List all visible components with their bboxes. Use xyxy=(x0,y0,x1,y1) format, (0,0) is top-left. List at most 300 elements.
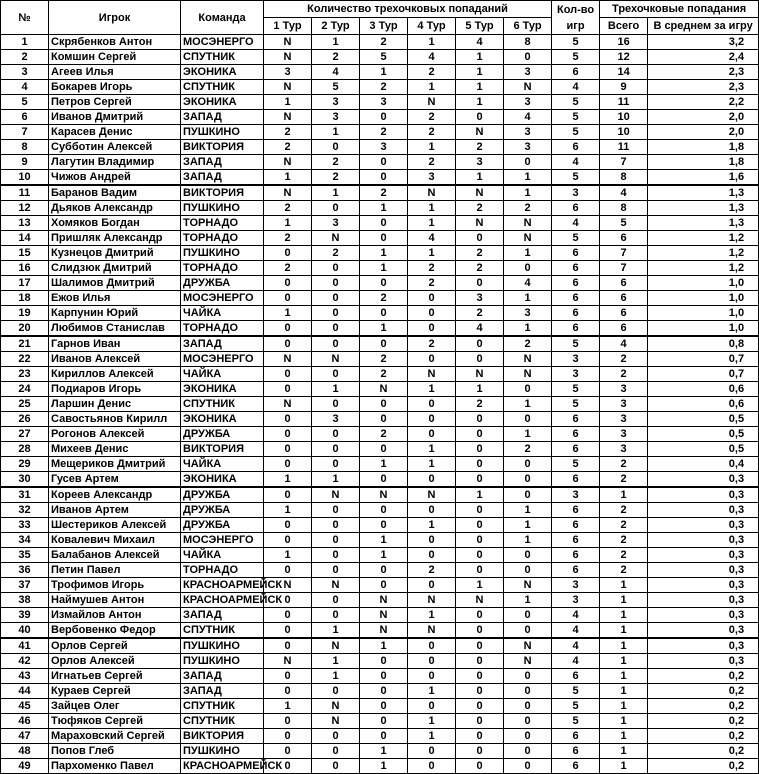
table-row xyxy=(1,744,759,759)
cell-team: МОСЭНЕРГО xyxy=(181,533,264,548)
cell-round-3: 1 xyxy=(360,246,408,261)
cell-round-1: N xyxy=(264,35,312,50)
cell-team: ЧАЙКА xyxy=(181,548,264,563)
cell-avg: 0,2 xyxy=(648,684,759,699)
cell-avg: 0,2 xyxy=(648,759,759,774)
cell-round-4: 1 xyxy=(408,518,456,533)
cell-round-6: 0 xyxy=(504,50,552,65)
cell-total: 1 xyxy=(600,608,648,623)
cell-player: Иванов Дмитрий xyxy=(49,110,181,125)
cell-round-5: 1 xyxy=(456,65,504,80)
cell-round-3: 2 xyxy=(360,352,408,367)
cell-round-1: 0 xyxy=(264,291,312,306)
cell-round-5: 0 xyxy=(456,744,504,759)
cell-round-2: N xyxy=(312,578,360,593)
cell-round-4: 0 xyxy=(408,744,456,759)
cell-round-3: 0 xyxy=(360,684,408,699)
cell-team: СПУТНИК xyxy=(181,699,264,714)
cell-games: 5 xyxy=(552,231,600,246)
cell-player: Иванов Алексей xyxy=(49,352,181,367)
cell-games: 6 xyxy=(552,201,600,216)
cell-games: 6 xyxy=(552,563,600,578)
table-row xyxy=(1,140,759,155)
cell-round-1: 2 xyxy=(264,261,312,276)
cell-round-5: 0 xyxy=(456,563,504,578)
cell-round-3: 0 xyxy=(360,231,408,246)
cell-round-3: 0 xyxy=(360,397,408,412)
cell-total: 2 xyxy=(600,518,648,533)
cell-avg: 1,6 xyxy=(648,170,759,186)
cell-round-4: 2 xyxy=(408,261,456,276)
cell-team: ТОРНАДО xyxy=(181,216,264,231)
cell-round-1: 0 xyxy=(264,427,312,442)
cell-games: 6 xyxy=(552,291,600,306)
table-row xyxy=(1,367,759,382)
cell-games: 5 xyxy=(552,95,600,110)
cell-round-4: 0 xyxy=(408,352,456,367)
table-row xyxy=(1,412,759,427)
cell-round-4: 1 xyxy=(408,35,456,50)
cell-round-6: 3 xyxy=(504,65,552,80)
cell-round-6: 4 xyxy=(504,110,552,125)
header-round-1: 1 Тур xyxy=(264,18,312,35)
cell-avg: 0,2 xyxy=(648,699,759,714)
cell-num: 39 xyxy=(1,608,49,623)
cell-player: Вербовенко Федор xyxy=(49,623,181,639)
table-row xyxy=(1,336,759,352)
cell-round-2: 0 xyxy=(312,261,360,276)
cell-round-6: 4 xyxy=(504,276,552,291)
cell-player: Петин Павел xyxy=(49,563,181,578)
cell-round-6: N xyxy=(504,216,552,231)
cell-player: Подиаров Игорь xyxy=(49,382,181,397)
cell-avg: 1,0 xyxy=(648,321,759,337)
cell-round-2: 0 xyxy=(312,759,360,774)
cell-team: ТОРНАДО xyxy=(181,563,264,578)
cell-round-3: 1 xyxy=(360,548,408,563)
table-row xyxy=(1,669,759,684)
cell-round-2: 1 xyxy=(312,125,360,140)
table-row xyxy=(1,50,759,65)
header-team: Команда xyxy=(181,1,264,35)
cell-team: ЧАЙКА xyxy=(181,457,264,472)
cell-team: ДРУЖБА xyxy=(181,276,264,291)
cell-round-4: 2 xyxy=(408,563,456,578)
cell-round-5: 0 xyxy=(456,654,504,669)
cell-round-6: 0 xyxy=(504,744,552,759)
cell-round-5: 0 xyxy=(456,352,504,367)
cell-round-2: 0 xyxy=(312,593,360,608)
table-row xyxy=(1,80,759,95)
cell-total: 8 xyxy=(600,201,648,216)
cell-round-2: N xyxy=(312,231,360,246)
cell-team: ДРУЖБА xyxy=(181,518,264,533)
cell-total: 3 xyxy=(600,427,648,442)
cell-round-4: 1 xyxy=(408,201,456,216)
cell-games: 6 xyxy=(552,442,600,457)
cell-team: ТОРНАДО xyxy=(181,321,264,337)
cell-avg: 2,3 xyxy=(648,65,759,80)
cell-player: Гусев Артем xyxy=(49,472,181,488)
cell-round-4: 1 xyxy=(408,382,456,397)
cell-team: КРАСНОАРМЕЙСК xyxy=(181,759,264,774)
cell-round-1: 1 xyxy=(264,548,312,563)
cell-team: ДРУЖБА xyxy=(181,503,264,518)
cell-avg: 0,3 xyxy=(648,593,759,608)
cell-round-3: 0 xyxy=(360,442,408,457)
cell-round-5: 0 xyxy=(456,548,504,563)
cell-player: Комшин Сергей xyxy=(49,50,181,65)
cell-team: СПУТНИК xyxy=(181,80,264,95)
cell-round-6: 1 xyxy=(504,593,552,608)
cell-round-5: 0 xyxy=(456,608,504,623)
cell-team: МОСЭНЕРГО xyxy=(181,291,264,306)
cell-avg: 1,2 xyxy=(648,231,759,246)
cell-avg: 0,2 xyxy=(648,729,759,744)
cell-avg: 0,3 xyxy=(648,563,759,578)
cell-avg: 0,3 xyxy=(648,472,759,488)
cell-avg: 1,3 xyxy=(648,216,759,231)
cell-round-2: 0 xyxy=(312,548,360,563)
cell-team: ПУШКИНО xyxy=(181,638,264,654)
cell-games: 6 xyxy=(552,759,600,774)
cell-round-4: 2 xyxy=(408,336,456,352)
cell-round-4: 0 xyxy=(408,306,456,321)
cell-player: Иванов Артем xyxy=(49,503,181,518)
cell-round-1: 0 xyxy=(264,367,312,382)
header-round-3: 3 Тур xyxy=(360,18,408,35)
cell-round-1: N xyxy=(264,352,312,367)
cell-player: Дьяков Александр xyxy=(49,201,181,216)
cell-round-3: 0 xyxy=(360,699,408,714)
cell-round-4: 0 xyxy=(408,397,456,412)
cell-num: 25 xyxy=(1,397,49,412)
cell-games: 4 xyxy=(552,216,600,231)
cell-games: 5 xyxy=(552,714,600,729)
cell-games: 6 xyxy=(552,729,600,744)
cell-round-4: 4 xyxy=(408,50,456,65)
cell-player: Ковалевич Михаил xyxy=(49,533,181,548)
cell-round-3: 2 xyxy=(360,185,408,201)
cell-round-6: 1 xyxy=(504,246,552,261)
cell-num: 45 xyxy=(1,699,49,714)
cell-avg: 0,5 xyxy=(648,412,759,427)
cell-team: МОСЭНЕРГО xyxy=(181,35,264,50)
cell-team: ДРУЖБА xyxy=(181,487,264,503)
cell-total: 3 xyxy=(600,397,648,412)
cell-round-4: 2 xyxy=(408,155,456,170)
cell-round-1: N xyxy=(264,110,312,125)
cell-total: 6 xyxy=(600,231,648,246)
cell-round-4: 0 xyxy=(408,654,456,669)
cell-round-3: 1 xyxy=(360,638,408,654)
cell-round-1: N xyxy=(264,185,312,201)
cell-num: 29 xyxy=(1,457,49,472)
cell-round-2: 1 xyxy=(312,35,360,50)
cell-player: Агеев Илья xyxy=(49,65,181,80)
cell-team: ВИКТОРИЯ xyxy=(181,442,264,457)
cell-round-5: 0 xyxy=(456,427,504,442)
cell-avg: 0,3 xyxy=(648,654,759,669)
cell-round-3: 1 xyxy=(360,65,408,80)
cell-team: СПУТНИК xyxy=(181,714,264,729)
cell-round-2: 0 xyxy=(312,291,360,306)
cell-round-2: 2 xyxy=(312,50,360,65)
cell-round-6: 2 xyxy=(504,442,552,457)
cell-team: КРАСНОАРМЕЙСК xyxy=(181,593,264,608)
cell-total: 7 xyxy=(600,261,648,276)
cell-total: 1 xyxy=(600,638,648,654)
cell-avg: 2,3 xyxy=(648,80,759,95)
cell-total: 7 xyxy=(600,155,648,170)
cell-num: 22 xyxy=(1,352,49,367)
cell-round-6: 1 xyxy=(504,518,552,533)
cell-round-1: 2 xyxy=(264,201,312,216)
table-row xyxy=(1,291,759,306)
cell-avg: 0,3 xyxy=(648,487,759,503)
cell-round-4: 4 xyxy=(408,231,456,246)
cell-round-6: 2 xyxy=(504,201,552,216)
cell-games: 4 xyxy=(552,623,600,639)
cell-games: 4 xyxy=(552,80,600,95)
cell-avg: 0,5 xyxy=(648,427,759,442)
cell-player: Скрябенков Антон xyxy=(49,35,181,50)
cell-round-6: 0 xyxy=(504,714,552,729)
cell-team: ПУШКИНО xyxy=(181,246,264,261)
cell-total: 1 xyxy=(600,759,648,774)
header-games: Кол-во игр xyxy=(552,1,600,35)
cell-round-1: N xyxy=(264,397,312,412)
cell-round-5: 1 xyxy=(456,50,504,65)
table-row xyxy=(1,518,759,533)
cell-round-3: 0 xyxy=(360,669,408,684)
cell-round-6: 0 xyxy=(504,608,552,623)
cell-round-6: N xyxy=(504,638,552,654)
cell-round-5: N xyxy=(456,593,504,608)
cell-avg: 1,3 xyxy=(648,201,759,216)
cell-player: Балабанов Алексей xyxy=(49,548,181,563)
cell-avg: 1,2 xyxy=(648,246,759,261)
cell-games: 6 xyxy=(552,306,600,321)
cell-round-2: 1 xyxy=(312,654,360,669)
cell-player: Рогонов Алексей xyxy=(49,427,181,442)
table-row xyxy=(1,593,759,608)
cell-round-1: 0 xyxy=(264,276,312,291)
cell-games: 3 xyxy=(552,593,600,608)
cell-avg: 0,3 xyxy=(648,638,759,654)
cell-round-6: 0 xyxy=(504,729,552,744)
cell-games: 6 xyxy=(552,246,600,261)
cell-round-6: 1 xyxy=(504,503,552,518)
cell-avg: 2,0 xyxy=(648,110,759,125)
cell-team: ПУШКИНО xyxy=(181,654,264,669)
cell-total: 2 xyxy=(600,472,648,488)
cell-round-6: 0 xyxy=(504,623,552,639)
cell-round-3: 1 xyxy=(360,201,408,216)
cell-games: 6 xyxy=(552,276,600,291)
cell-round-4: 1 xyxy=(408,714,456,729)
cell-round-5: N xyxy=(456,185,504,201)
cell-round-4: 0 xyxy=(408,578,456,593)
cell-team: ЭКОНИКА xyxy=(181,65,264,80)
cell-team: СПУТНИК xyxy=(181,50,264,65)
cell-total: 5 xyxy=(600,216,648,231)
cell-games: 3 xyxy=(552,185,600,201)
cell-games: 6 xyxy=(552,744,600,759)
cell-games: 3 xyxy=(552,367,600,382)
cell-round-1: 0 xyxy=(264,487,312,503)
cell-player: Баранов Вадим xyxy=(49,185,181,201)
cell-round-2: N xyxy=(312,352,360,367)
cell-round-6: 0 xyxy=(504,487,552,503)
cell-num: 24 xyxy=(1,382,49,397)
cell-games: 5 xyxy=(552,336,600,352)
cell-total: 1 xyxy=(600,714,648,729)
cell-round-2: 3 xyxy=(312,95,360,110)
cell-round-4: 0 xyxy=(408,533,456,548)
cell-round-4: 1 xyxy=(408,80,456,95)
cell-avg: 1,0 xyxy=(648,306,759,321)
cell-round-5: 0 xyxy=(456,336,504,352)
header-round-6: 6 Тур xyxy=(504,18,552,35)
cell-round-5: 0 xyxy=(456,518,504,533)
cell-player: Пришляк Александр xyxy=(49,231,181,246)
cell-num: 17 xyxy=(1,276,49,291)
table-row xyxy=(1,427,759,442)
cell-round-1: 1 xyxy=(264,503,312,518)
cell-round-3: 0 xyxy=(360,306,408,321)
cell-player: Савостьянов Кирилл xyxy=(49,412,181,427)
cell-num: 19 xyxy=(1,306,49,321)
cell-total: 2 xyxy=(600,457,648,472)
cell-round-3: 0 xyxy=(360,503,408,518)
cell-round-3: 0 xyxy=(360,714,408,729)
cell-round-2: 1 xyxy=(312,382,360,397)
cell-team: ПУШКИНО xyxy=(181,201,264,216)
cell-round-2: 3 xyxy=(312,110,360,125)
cell-round-2: N xyxy=(312,714,360,729)
cell-round-5: 0 xyxy=(456,231,504,246)
cell-round-6: N xyxy=(504,231,552,246)
cell-round-6: 0 xyxy=(504,412,552,427)
cell-round-6: 0 xyxy=(504,261,552,276)
cell-round-5: 0 xyxy=(456,276,504,291)
cell-team: КРАСНОАРМЕЙСК xyxy=(181,578,264,593)
header-avg: В среднем за игру xyxy=(648,18,759,35)
cell-round-1: 0 xyxy=(264,638,312,654)
cell-round-2: 0 xyxy=(312,276,360,291)
cell-round-6: 1 xyxy=(504,291,552,306)
cell-games: 6 xyxy=(552,518,600,533)
header-player: Игрок xyxy=(49,1,181,35)
cell-round-1: 0 xyxy=(264,518,312,533)
cell-avg: 0,4 xyxy=(648,457,759,472)
cell-round-5: 2 xyxy=(456,397,504,412)
cell-round-3: 1 xyxy=(360,261,408,276)
cell-round-5: N xyxy=(456,216,504,231)
cell-num: 26 xyxy=(1,412,49,427)
cell-round-3: N xyxy=(360,623,408,639)
table-row xyxy=(1,759,759,774)
cell-games: 5 xyxy=(552,699,600,714)
cell-round-1: 0 xyxy=(264,684,312,699)
cell-num: 10 xyxy=(1,170,49,186)
cell-games: 3 xyxy=(552,487,600,503)
cell-avg: 0,7 xyxy=(648,352,759,367)
table-row xyxy=(1,155,759,170)
cell-round-3: 0 xyxy=(360,518,408,533)
cell-round-1: 0 xyxy=(264,563,312,578)
cell-player: Карасев Денис xyxy=(49,125,181,140)
cell-total: 3 xyxy=(600,382,648,397)
cell-round-2: 1 xyxy=(312,185,360,201)
table-row xyxy=(1,125,759,140)
cell-team: ТОРНАДО xyxy=(181,231,264,246)
cell-player: Шалимов Дмитрий xyxy=(49,276,181,291)
cell-num: 8 xyxy=(1,140,49,155)
cell-round-1: N xyxy=(264,578,312,593)
cell-round-6: 0 xyxy=(504,548,552,563)
cell-total: 12 xyxy=(600,50,648,65)
cell-team: ВИКТОРИЯ xyxy=(181,140,264,155)
cell-round-3: 2 xyxy=(360,80,408,95)
cell-round-5: 2 xyxy=(456,140,504,155)
cell-total: 8 xyxy=(600,170,648,186)
cell-round-3: 2 xyxy=(360,35,408,50)
cell-games: 4 xyxy=(552,638,600,654)
cell-round-5: 1 xyxy=(456,80,504,95)
cell-total: 1 xyxy=(600,578,648,593)
cell-round-5: 1 xyxy=(456,487,504,503)
cell-round-4: 1 xyxy=(408,216,456,231)
cell-total: 2 xyxy=(600,367,648,382)
cell-round-2: 2 xyxy=(312,155,360,170)
cell-team: ПУШКИНО xyxy=(181,744,264,759)
cell-round-1: 0 xyxy=(264,412,312,427)
cell-total: 14 xyxy=(600,65,648,80)
cell-round-3: N xyxy=(360,593,408,608)
cell-team: ЗАПАД xyxy=(181,110,264,125)
cell-round-1: 1 xyxy=(264,170,312,186)
cell-avg: 0,3 xyxy=(648,578,759,593)
cell-total: 2 xyxy=(600,563,648,578)
cell-total: 10 xyxy=(600,110,648,125)
cell-round-2: 0 xyxy=(312,503,360,518)
cell-num: 43 xyxy=(1,669,49,684)
cell-round-6: 0 xyxy=(504,699,552,714)
cell-total: 16 xyxy=(600,35,648,50)
cell-avg: 1,3 xyxy=(648,185,759,201)
cell-games: 6 xyxy=(552,533,600,548)
cell-round-5: 1 xyxy=(456,95,504,110)
cell-round-2: 3 xyxy=(312,412,360,427)
cell-round-4: 0 xyxy=(408,669,456,684)
header-round-4: 4 Тур xyxy=(408,18,456,35)
cell-round-1: 0 xyxy=(264,759,312,774)
cell-round-2: 0 xyxy=(312,140,360,155)
cell-player: Любимов Станислав xyxy=(49,321,181,337)
cell-total: 4 xyxy=(600,185,648,201)
cell-num: 16 xyxy=(1,261,49,276)
cell-round-2: 3 xyxy=(312,216,360,231)
cell-round-1: 0 xyxy=(264,744,312,759)
cell-round-4: 0 xyxy=(408,699,456,714)
cell-player: Игнатьев Сергей xyxy=(49,669,181,684)
cell-team: СПУТНИК xyxy=(181,623,264,639)
header-num: № xyxy=(1,1,49,35)
cell-avg: 3,2 xyxy=(648,35,759,50)
cell-games: 5 xyxy=(552,50,600,65)
